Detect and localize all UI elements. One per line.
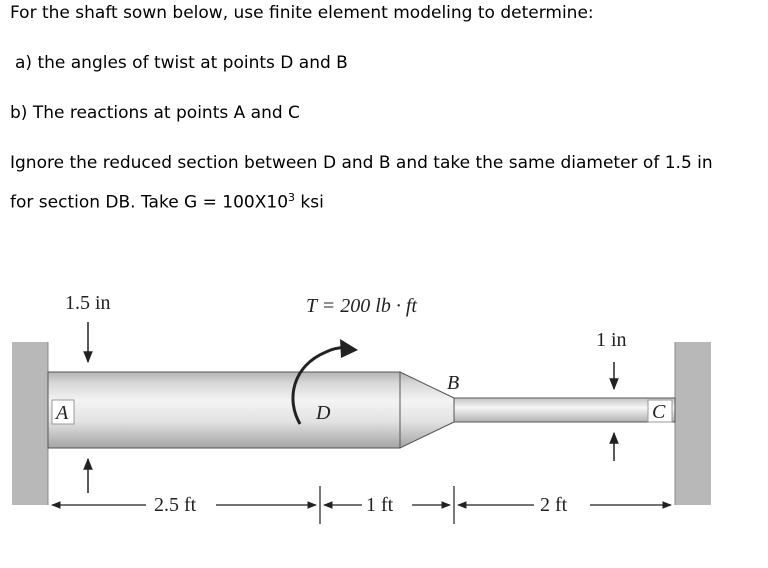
exponent: 3 bbox=[288, 191, 296, 204]
small-diameter-label: 1 in bbox=[596, 329, 627, 351]
right-wall bbox=[675, 342, 711, 505]
problem-note-line-1: Ignore the reduced section between D and B and take the same diameter of 1.5 in bbox=[10, 153, 713, 173]
point-c-label: C bbox=[652, 401, 666, 423]
point-d-label: D bbox=[316, 402, 331, 424]
left-wall bbox=[12, 342, 48, 505]
length-db-label: 1 ft bbox=[366, 494, 394, 516]
note-text: for section DB. Take G = 100X10 bbox=[10, 192, 289, 213]
problem-part-b: b) The reactions at points A and C bbox=[10, 103, 300, 123]
shaft-small-section bbox=[454, 398, 675, 422]
length-ab-label: 2.5 ft bbox=[154, 494, 197, 516]
problem-line-1: For the shaft sown below, use finite element modeling to determine: bbox=[10, 3, 594, 23]
point-b-label: B bbox=[447, 372, 460, 394]
problem-part-a: a) the angles of twist at points D and B bbox=[15, 53, 348, 73]
shaft-large-section bbox=[48, 372, 400, 448]
shaft-taper bbox=[400, 372, 454, 448]
note-unit: ksi bbox=[295, 192, 324, 213]
length-bc-label: 2 ft bbox=[540, 494, 568, 516]
large-diameter-label: 1.5 in bbox=[65, 292, 111, 314]
torque-label: T = 200 lb · ft bbox=[306, 295, 417, 317]
point-a-label: A bbox=[56, 402, 69, 424]
